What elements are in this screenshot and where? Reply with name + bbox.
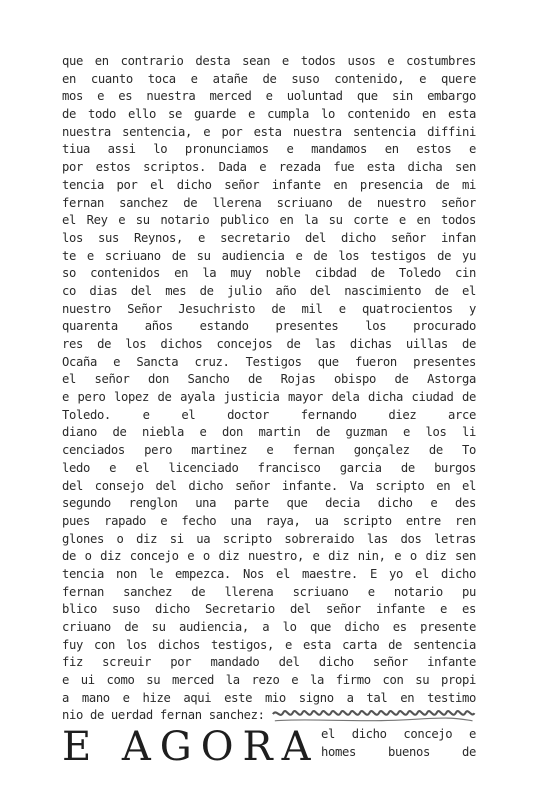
- text-line: co dias del mes de julio año del nascimiento de el: [62, 283, 476, 298]
- text-line: criuano de su audiencia, a lo que dicho es presente: [62, 620, 476, 634]
- text-line-last-text: nio de uerdad fernan sanchez:: [62, 708, 265, 723]
- text-line: nuestro Señor Jesuchristo de mil e quatrocientos y: [62, 301, 476, 316]
- text-line: tencia por el dicho señor infante en presencia de mi: [62, 177, 476, 192]
- text-line: el Rey e su notario publico en la su corte e en todos: [62, 213, 476, 228]
- text-line: fiz screuir por mandado del dicho señor infante: [62, 655, 476, 670]
- text-line: Ocaña e Sancta cruz. Testigos que fueron presentes: [62, 354, 476, 369]
- section-heading: E AGORA: [62, 724, 320, 770]
- text-line: los sus Reynos, e secretario del dicho señor infan: [62, 230, 476, 245]
- text-line: quarenta años estando presentes los procurado: [62, 319, 476, 334]
- heading-side-text: [321, 726, 476, 761]
- text-line: cenciados pero martinez e fernan gonçalez de To: [62, 443, 476, 458]
- side-text-line: homes buenos de: [321, 744, 476, 759]
- text-line: diano de niebla e don martin de guzman e los li: [62, 425, 476, 440]
- text-line: fernan sanchez de llerena scriuano e notario pu: [62, 584, 476, 599]
- text-line: fernan sanchez de llerena scriuano de nuestro señor: [62, 195, 476, 210]
- text-line: e ui como su merced la rezo e la firmo con su propi: [62, 673, 476, 688]
- text-line: blico suso dicho Secretario del señor infante e es: [62, 602, 476, 617]
- text-line: tencia non le empezca. Nos el maestre. E yo el dicho: [62, 566, 476, 581]
- text-line: pues rapado e fecho una raya, ua scripto entre ren: [62, 513, 476, 528]
- text-line: fuy con los dichos testigos, e esta carta de sentencia: [62, 637, 476, 652]
- text-line: ledo e el licenciado francisco garcia de burgos: [62, 460, 476, 475]
- text-line: por estos scriptos. Dada e rezada fue esta dicha sen: [62, 160, 476, 175]
- text-line: segundo renglon una parte que decia dicho e des: [62, 496, 476, 511]
- text-line: de todo ello se guarde e cumpla lo contenido en esta: [62, 107, 476, 122]
- text-line: en cuanto toca e atañe de suso contenido, e quere: [62, 71, 476, 86]
- text-line: nuestra sentencia, e por esta nuestra sentencia diffini: [62, 124, 476, 139]
- text-line: el señor don Sancho de Rojas obispo de Astorga: [62, 372, 476, 387]
- text-line: mos e es nuestra merced e uoluntad que sin embargo: [62, 89, 476, 104]
- text-line: so contenidos en la muy noble cibdad de Toledo cin: [62, 266, 476, 281]
- footer-section: [62, 724, 476, 784]
- text-line: res de los dichos concejos de las dichas uillas de: [62, 337, 476, 351]
- text-line: tiua assi lo pronunciamos e mandamos en estos e: [62, 142, 476, 157]
- text-line: e pero lopez de ayala justicia mayor dela dicha ciudad de: [62, 390, 476, 405]
- text-line: de o diz concejo e o diz nuestro, e diz nin, e o diz sen: [62, 549, 476, 564]
- text-line: del consejo del dicho señor infante. Va scripto en el: [62, 478, 476, 493]
- document-body-text: [62, 53, 476, 725]
- text-line: Toledo. e el doctor fernando diez arce: [62, 407, 476, 422]
- text-line-last: [62, 707, 476, 725]
- text-line: que en contrario desta sean e todos usos e costumbres: [62, 54, 476, 68]
- side-text-line: el dicho concejo e: [321, 727, 476, 741]
- text-line: glones o diz si ua scripto sobreraido las dos letras: [62, 531, 476, 546]
- text-line: a mano e hize aqui este mio signo a tal en testimo: [62, 690, 476, 705]
- text-line: te e scriuano de su audiencia e de los testigos de yu: [62, 248, 476, 263]
